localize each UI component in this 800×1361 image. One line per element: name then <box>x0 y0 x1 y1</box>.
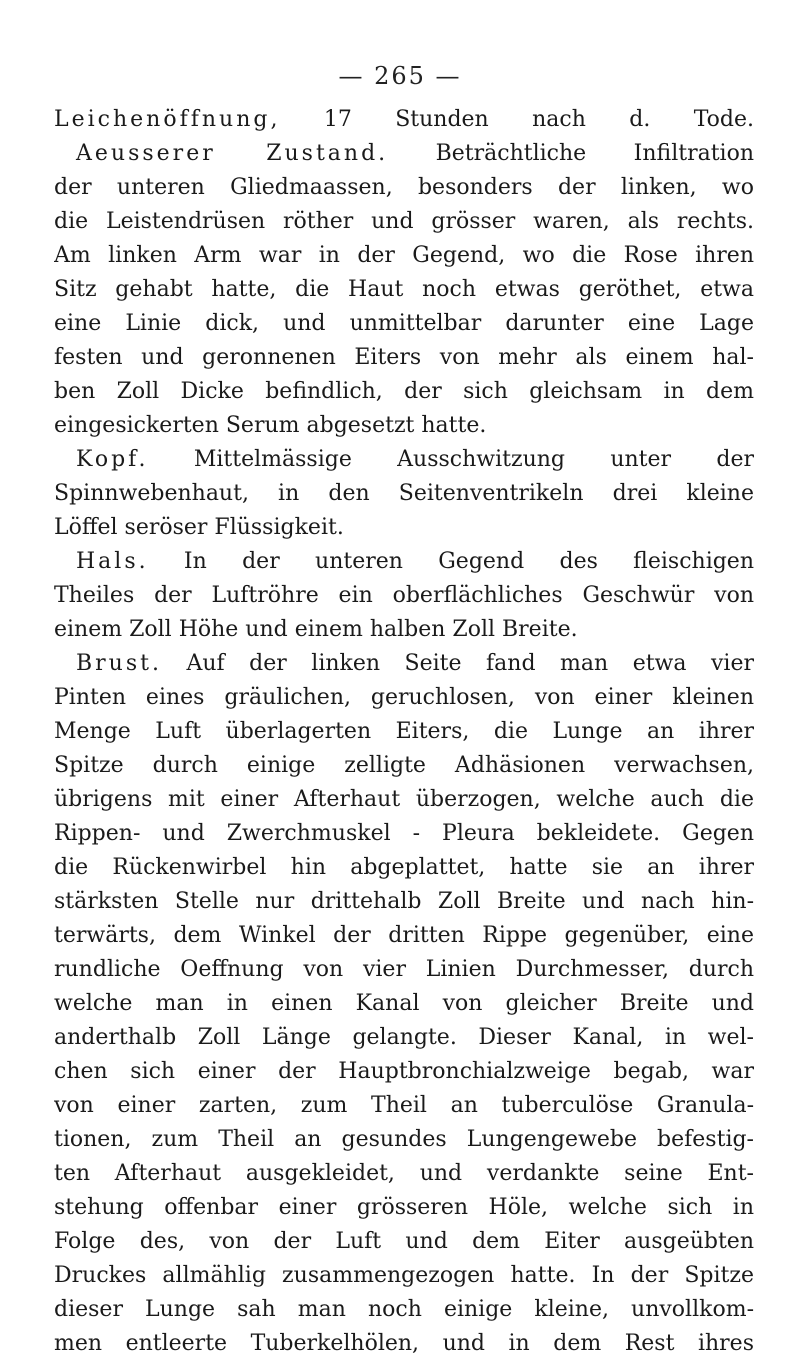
line-text: übrigens mit einer Afterhaut überzogen, welche auch die <box>54 787 754 812</box>
line-text: terwärts, dem Winkel der dritten Rippe gegenüber, eine <box>54 923 754 948</box>
line-text: anderthalb Zoll Länge gelangte. Dieser Kanal, in wel- <box>54 1025 754 1050</box>
line-text: Menge Luft überlagerten Eiters, die Lunge an ihrer <box>54 719 754 744</box>
text-line <box>54 1191 754 1225</box>
text-line <box>54 103 754 137</box>
text-line <box>54 715 754 749</box>
line-text: tionen, zum Theil an gesundes Lungengewebe befestig- <box>54 1127 754 1152</box>
line-text: Pinten eines gräulichen, geruchlosen, von einer kleinen <box>54 685 754 710</box>
line-text: dieser Lunge sah man noch einige kleine, unvollkom- <box>54 1297 754 1322</box>
text-line <box>54 749 754 783</box>
text-line <box>54 783 754 817</box>
text-line <box>54 545 754 579</box>
text-line <box>54 919 754 953</box>
line-text: Mittelmässige Ausschwitzung unter der <box>148 447 754 472</box>
line-text: Spinnwebenhaut, in den Seitenventrikeln drei kleine <box>54 481 754 506</box>
text-line <box>54 511 754 545</box>
section-heading: Aeusserer Zustand. <box>76 141 389 166</box>
text-line <box>54 1225 754 1259</box>
line-text: rundliche Oeffnung von vier Linien Durchmesser, durch <box>54 957 754 982</box>
line-text: einem Zoll Höhe und einem halben Zoll Breite. <box>54 617 578 642</box>
line-text: Am linken Arm war in der Gegend, wo die Rose ihren <box>54 243 754 268</box>
line-text: die Rückenwirbel hin abgeplattet, hatte sie an ihrer <box>54 855 754 880</box>
line-text: welche man in einen Kanal von gleicher Breite und <box>54 991 754 1016</box>
text-line <box>54 885 754 919</box>
line-text: men entleerte Tuberkelhölen, und in dem Rest ihres <box>54 1331 754 1356</box>
line-text: Spitze durch einige zelligte Adhäsionen verwachsen, <box>54 753 754 778</box>
text-line <box>54 1055 754 1089</box>
text-line <box>54 613 754 647</box>
page-number: — 265 — <box>338 62 462 90</box>
text-line <box>54 953 754 987</box>
text-line <box>54 817 754 851</box>
line-text: stehung offenbar einer grösseren Höle, welche sich in <box>54 1195 754 1220</box>
line-text: eine Linie dick, und unmittelbar darunter eine Lage <box>54 311 754 336</box>
line-text: chen sich einer der Hauptbronchialzweige begab, war <box>54 1059 754 1084</box>
body-text <box>54 103 754 1361</box>
text-line <box>54 647 754 681</box>
text-line <box>54 987 754 1021</box>
line-text: Beträchtliche Infiltration <box>388 141 754 166</box>
text-line <box>54 375 754 409</box>
text-line <box>54 1123 754 1157</box>
line-text: die Leistendrüsen röther und grösser waren, als rechts. <box>54 209 754 234</box>
line-text: Sitz gehabt hatte, die Haut noch etwas geröthet, etwa <box>54 277 754 302</box>
text-line <box>54 477 754 511</box>
text-line <box>54 851 754 885</box>
text-line <box>54 307 754 341</box>
line-text: eingesickerten Serum abgesetzt hatte. <box>54 413 487 438</box>
text-line <box>54 239 754 273</box>
line-text: stärksten Stelle nur drittehalb Zoll Breite und nach hin- <box>54 889 754 914</box>
text-line <box>54 1157 754 1191</box>
text-line <box>54 273 754 307</box>
text-line <box>54 409 754 443</box>
line-text: Auf der linken Seite fand man etwa vier <box>161 651 754 676</box>
section-heading: Kopf. <box>76 447 149 472</box>
line-text: der unteren Gliedmaassen, besonders der linken, wo <box>54 175 754 200</box>
line-text: Rippen- und Zwerchmuskel - Pleura bekleidete. Gegen <box>54 821 754 846</box>
text-line <box>54 341 754 375</box>
line-text: Löffel seröser Flüssigkeit. <box>54 515 344 540</box>
line-text: In der unteren Gegend des fleischigen <box>148 549 754 574</box>
text-line <box>54 205 754 239</box>
text-line <box>54 1259 754 1293</box>
text-line <box>54 1327 754 1361</box>
text-line <box>54 1293 754 1327</box>
section-heading: Leichenöffnung, <box>54 107 281 132</box>
text-line <box>54 171 754 205</box>
line-text: ben Zoll Dicke befindlich, der sich gleichsam in dem <box>54 379 754 404</box>
text-line <box>54 681 754 715</box>
line-text: 17 Stunden nach d. Tode. <box>280 107 754 132</box>
text-line <box>54 1089 754 1123</box>
section-heading: Brust. <box>76 651 162 676</box>
line-text: Theiles der Luftröhre ein oberflächliches Geschwür von <box>54 583 754 608</box>
line-text: Druckes allmählig zusammengezogen hatte. In der Spitze <box>54 1263 754 1288</box>
line-text: festen und geronnenen Eiters von mehr als einem hal- <box>54 345 754 370</box>
text-line <box>54 137 754 171</box>
text-line <box>54 579 754 613</box>
section-heading: Hals. <box>76 549 149 574</box>
line-text: ten Afterhaut ausgekleidet, und verdankte seine Ent- <box>54 1161 754 1186</box>
text-line <box>54 443 754 477</box>
text-line <box>54 1021 754 1055</box>
line-text: Folge des, von der Luft und dem Eiter ausgeübten <box>54 1229 754 1254</box>
line-text: von einer zarten, zum Theil an tuberculöse Granula- <box>54 1093 754 1118</box>
